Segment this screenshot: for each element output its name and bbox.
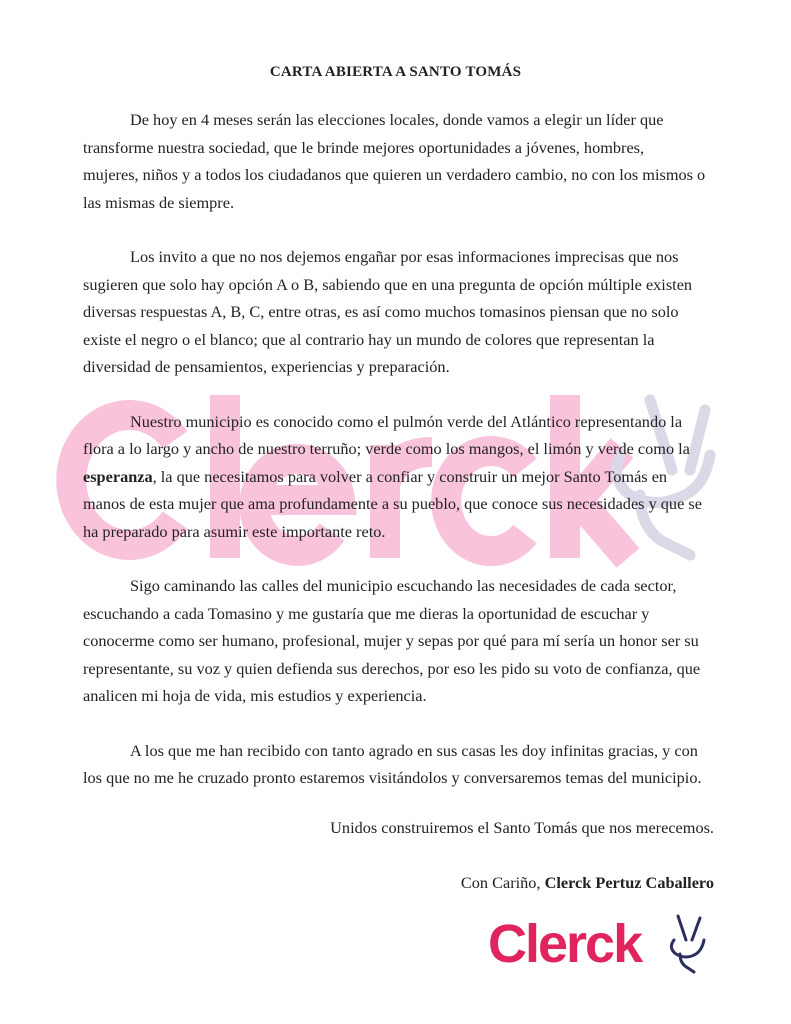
text-line [83, 189, 723, 217]
text-line [83, 764, 723, 792]
text-line [83, 490, 723, 518]
clerck-logo [488, 910, 718, 975]
text-segment: flora a lo largo y ancho de nuestro terruño; verde como los mangos, el limón y verde como la [83, 439, 690, 458]
signature-prefix: Con Cariño, [460, 873, 545, 892]
text-line [83, 161, 723, 189]
text-segment: escuchando a cada Tomasino y me gustaría que me dieras la oportunidad de escuchar y [83, 603, 650, 623]
text-segment: las mismas de siempre. [83, 192, 235, 212]
signature-name: Clerck Pertuz Caballero [544, 873, 714, 892]
text-segment: , la que necesitamos para volver a confiar y construir un mejor Santo Tomás en [152, 466, 668, 486]
text-segment: diversas respuestas A, B, C, entre otras, es así como muchos tomasinos piensan que no solo [83, 302, 679, 321]
paragraph [83, 737, 723, 792]
text-segment: mujeres, niños y a todos los ciudadanos que quieren un verdadero cambio, no con los mismos o [83, 165, 706, 184]
paragraph [83, 572, 723, 710]
closing-line: Unidos construiremos el Santo Tomás que nos merecemos. [330, 818, 714, 837]
text-line [83, 682, 723, 710]
text-segment: representante, su voz y quien defienda sus derechos, por eso les pido su voto de confianza, que [83, 658, 701, 678]
text-segment: manos de esta mujer que ama profundamente a su pueblo, que conoce sus necesidades y que se [83, 494, 702, 513]
text-segment: transforme nuestra sociedad, que le brinde mejores oportunidades a jóvenes, hombres, [83, 137, 645, 157]
text-segment: existe el negro o el blanco; que al contrario hay un mundo de colores que representan la [83, 329, 655, 349]
document-title: CARTA ABIERTA A SANTO TOMÁS [269, 64, 522, 80]
text-line [83, 326, 723, 354]
paragraph [83, 243, 723, 381]
text-segment: ha preparado para asumir este importante reto. [83, 521, 386, 541]
text-line [83, 271, 723, 299]
text-segment: De hoy en 4 meses serán las elecciones locales, donde vamos a elegir un líder que [130, 110, 664, 129]
text-segment: conocerme como ser humano, profesional, mujer y sepas por qué para mí sería un honor ser su [83, 631, 699, 650]
text-line [83, 627, 723, 655]
text-line [83, 655, 723, 683]
text-segment: sugieren que solo hay opción A o B, sabiendo que en una pregunta de opción múltiple existen [83, 274, 693, 294]
peace-hand-icon [671, 916, 704, 972]
text-segment: Nuestro municipio es conocido como el pulmón verde del Atlántico representando la [130, 411, 683, 431]
signature [461, 873, 714, 893]
text-line [83, 243, 723, 271]
text-line [83, 353, 723, 381]
text-line [83, 737, 723, 765]
text-segment: A los que me han recibido con tanto agrado en sus casas les doy infinitas gracias, y con [130, 740, 698, 760]
text-segment: analicen mi hoja de vida, mis estudios y experiencia. [83, 686, 427, 705]
logo-text: Clerck [488, 914, 642, 974]
text-line [83, 408, 723, 436]
letter-body [83, 106, 723, 819]
text-segment: diversidad de pensamientos, experiencias y preparación. [83, 357, 450, 376]
text-segment: Los invito a que no nos dejemos engañar por esas informaciones imprecisas que nos [130, 247, 679, 266]
text-line [83, 298, 723, 326]
text-line [83, 572, 723, 600]
text-line [83, 134, 723, 162]
text-line [83, 518, 723, 546]
text-line [83, 600, 723, 628]
text-line [83, 463, 723, 491]
text-line [83, 435, 723, 463]
bold-text: esperanza [83, 466, 153, 486]
text-segment: los que no me he cruzado pronto estaremos visitándolos y conversaremos temas del municipio. [83, 768, 702, 787]
paragraph [83, 408, 723, 546]
paragraph [83, 106, 723, 216]
text-line [83, 106, 723, 134]
text-segment: Sigo caminando las calles del municipio escuchando las necesidades de cada sector, [130, 576, 677, 595]
